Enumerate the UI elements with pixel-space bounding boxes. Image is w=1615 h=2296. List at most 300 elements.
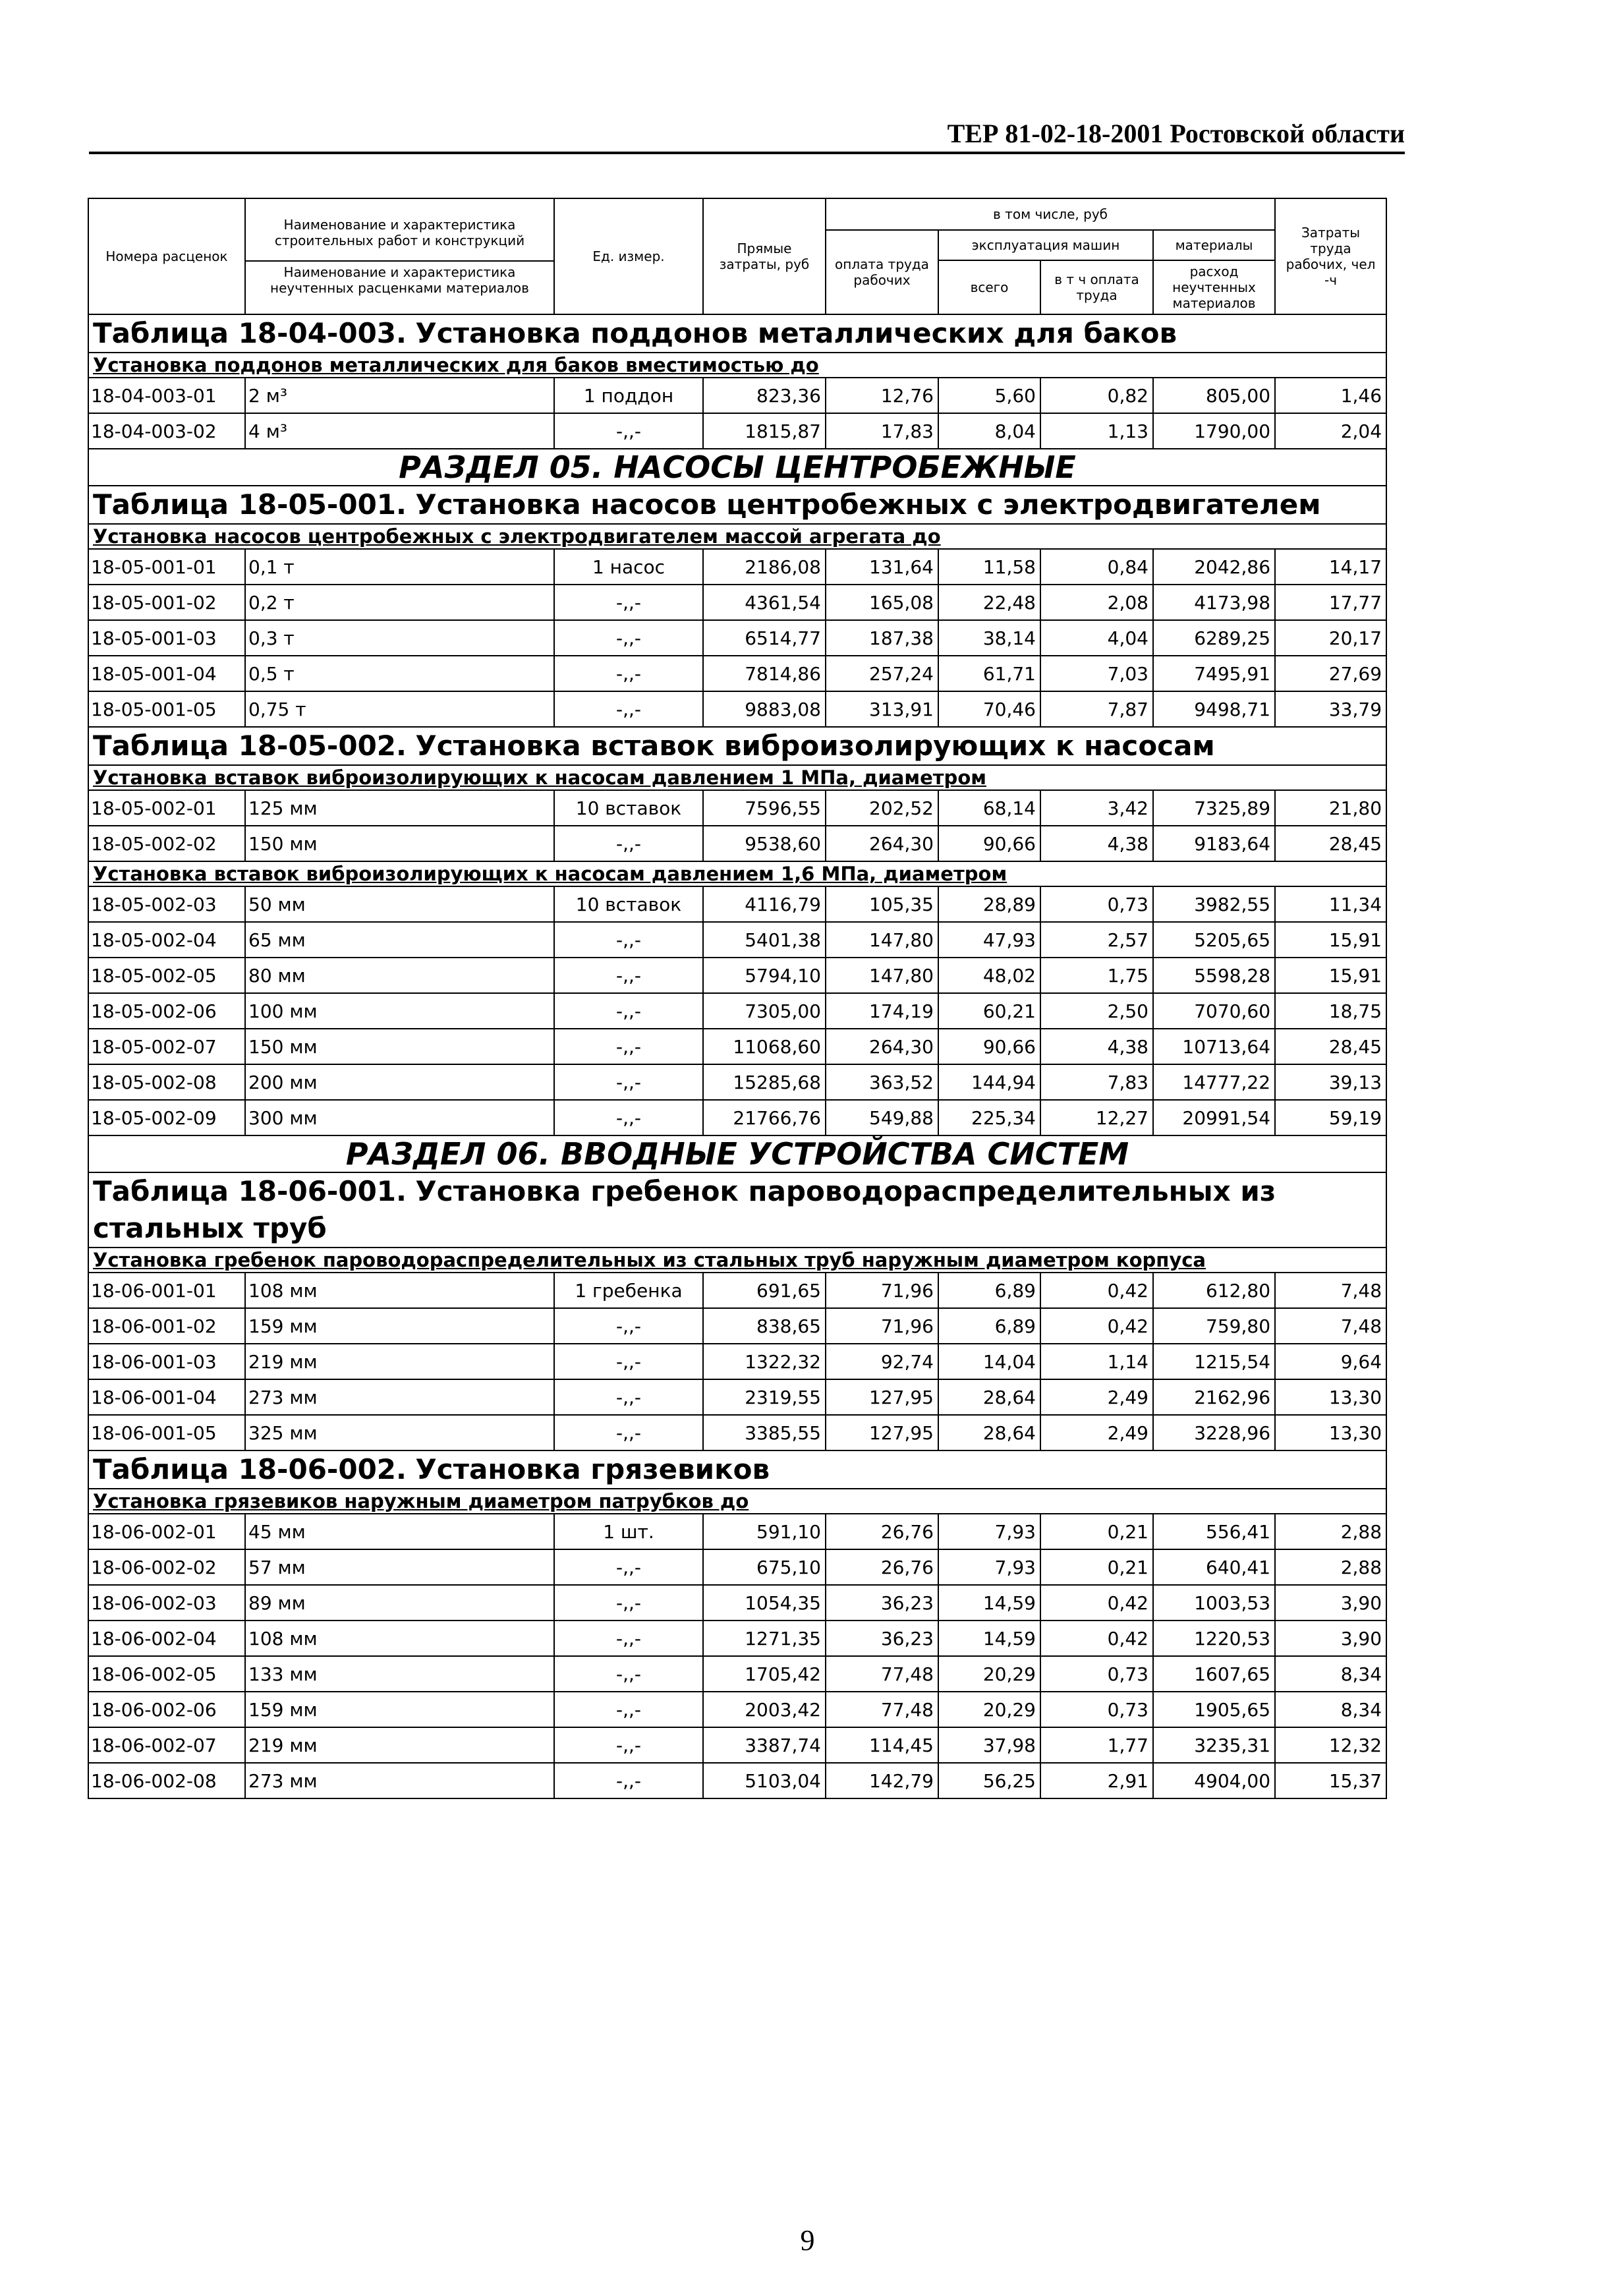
materials-cost: 3235,31 — [1153, 1727, 1275, 1763]
materials-cost: 5205,65 — [1153, 922, 1275, 958]
table-code: Таблица 18-05-002. — [93, 730, 407, 762]
unit-cell: 1 гребенка — [554, 1273, 703, 1308]
rate-code: 18-05-002-06 — [88, 993, 245, 1029]
direct-cost: 3387,74 — [703, 1727, 826, 1763]
direct-cost: 11068,60 — [703, 1029, 826, 1064]
table-name: Установка насосов центробежных с электродвигателем — [415, 488, 1321, 521]
col-header-unit: Ед. измер. — [554, 198, 703, 314]
machine-wages: 0,21 — [1040, 1549, 1153, 1585]
section-row — [88, 449, 1386, 486]
machine-wages: 7,03 — [1040, 656, 1153, 691]
table-title-row — [88, 1172, 1386, 1248]
direct-cost: 2003,42 — [703, 1692, 826, 1727]
wages-cost: 105,35 — [826, 886, 938, 922]
rate-code: 18-06-001-03 — [88, 1344, 245, 1379]
item-name: 108 мм — [245, 1273, 554, 1308]
rate-code: 18-06-001-05 — [88, 1415, 245, 1450]
direct-cost: 823,36 — [703, 378, 826, 413]
rate-code: 18-06-001-01 — [88, 1273, 245, 1308]
materials-cost: 556,41 — [1153, 1514, 1275, 1549]
machines-cost: 22,48 — [938, 585, 1040, 620]
materials-cost: 5598,28 — [1153, 958, 1275, 993]
direct-cost: 2186,08 — [703, 549, 826, 585]
table-name: Установка поддонов металлических для баков — [415, 317, 1177, 349]
labor-cost: 39,13 — [1275, 1064, 1386, 1100]
subtitle-row — [88, 353, 1386, 378]
document-title: ТЕР 81-02-18-2001 Ростовской области — [947, 119, 1405, 148]
direct-cost: 4361,54 — [703, 585, 826, 620]
col-header-labor: Затраты труда рабочих, чел -ч — [1275, 198, 1386, 314]
materials-cost: 2042,86 — [1153, 549, 1275, 585]
direct-cost: 5794,10 — [703, 958, 826, 993]
machine-wages: 1,14 — [1040, 1344, 1153, 1379]
materials-cost: 1790,00 — [1153, 413, 1275, 449]
wages-cost: 71,96 — [826, 1308, 938, 1344]
labor-cost: 15,91 — [1275, 922, 1386, 958]
labor-cost: 27,69 — [1275, 656, 1386, 691]
labor-cost: 14,17 — [1275, 549, 1386, 585]
machine-wages: 7,83 — [1040, 1064, 1153, 1100]
subtitle-row — [88, 861, 1386, 886]
item-name: 325 мм — [245, 1415, 554, 1450]
machine-wages: 4,38 — [1040, 1029, 1153, 1064]
item-name: 133 мм — [245, 1656, 554, 1692]
direct-cost: 5401,38 — [703, 922, 826, 958]
materials-cost: 4904,00 — [1153, 1763, 1275, 1798]
machines-cost: 90,66 — [938, 826, 1040, 861]
rate-code: 18-06-001-02 — [88, 1308, 245, 1344]
wages-cost: 165,08 — [826, 585, 938, 620]
labor-cost: 13,30 — [1275, 1379, 1386, 1415]
unit-cell: -,,- — [554, 585, 703, 620]
rate-code: 18-05-002-02 — [88, 826, 245, 861]
item-name: 4 м³ — [245, 413, 554, 449]
materials-cost: 1220,53 — [1153, 1621, 1275, 1656]
machine-wages: 0,42 — [1040, 1585, 1153, 1621]
unit-cell: -,,- — [554, 1727, 703, 1763]
section-row — [88, 1135, 1386, 1172]
page-header — [89, 116, 1405, 154]
unit-cell: 1 насос — [554, 549, 703, 585]
wages-cost: 127,95 — [826, 1379, 938, 1415]
table-row — [88, 549, 1386, 585]
materials-cost: 10713,64 — [1153, 1029, 1275, 1064]
machine-wages: 2,49 — [1040, 1379, 1153, 1415]
subtitle-row — [88, 1248, 1386, 1273]
machines-cost: 225,34 — [938, 1100, 1040, 1135]
machine-wages: 0,73 — [1040, 1692, 1153, 1727]
machine-wages: 0,73 — [1040, 886, 1153, 922]
machine-wages: 0,84 — [1040, 549, 1153, 585]
machines-cost: 37,98 — [938, 1727, 1040, 1763]
labor-cost: 13,30 — [1275, 1415, 1386, 1450]
unit-cell: -,,- — [554, 1415, 703, 1450]
table-title-row — [88, 1450, 1386, 1489]
table-row — [88, 1656, 1386, 1692]
materials-cost: 14777,22 — [1153, 1064, 1275, 1100]
subtitle — [88, 524, 1386, 549]
item-name: 45 мм — [245, 1514, 554, 1549]
direct-cost: 5103,04 — [703, 1763, 826, 1798]
table-row — [88, 1308, 1386, 1344]
col-header-total: всего — [938, 260, 1040, 314]
machine-wages: 0,42 — [1040, 1273, 1153, 1308]
wages-cost: 12,76 — [826, 378, 938, 413]
rate-code: 18-06-002-08 — [88, 1763, 245, 1798]
table-row — [88, 1379, 1386, 1415]
direct-cost: 1054,35 — [703, 1585, 826, 1621]
wages-cost: 264,30 — [826, 1029, 938, 1064]
unit-cell: -,,- — [554, 1585, 703, 1621]
direct-cost: 1705,42 — [703, 1656, 826, 1692]
table-row — [88, 1621, 1386, 1656]
labor-cost: 15,91 — [1275, 958, 1386, 993]
item-name: 273 мм — [245, 1379, 554, 1415]
unit-cell: 10 вставок — [554, 886, 703, 922]
direct-cost: 591,10 — [703, 1514, 826, 1549]
unit-cell: -,,- — [554, 1763, 703, 1798]
unit-cell: -,,- — [554, 993, 703, 1029]
rate-code: 18-05-001-04 — [88, 656, 245, 691]
wages-cost: 257,24 — [826, 656, 938, 691]
wages-cost: 202,52 — [826, 790, 938, 826]
col-header-direct: Прямые затраты, руб — [703, 198, 826, 314]
price-table — [88, 198, 1387, 1799]
unit-cell: -,,- — [554, 1621, 703, 1656]
table-name: Установка грязевиков — [415, 1453, 770, 1485]
machine-wages: 4,38 — [1040, 826, 1153, 861]
unit-cell: 1 поддон — [554, 378, 703, 413]
machines-cost: 61,71 — [938, 656, 1040, 691]
machines-cost: 8,04 — [938, 413, 1040, 449]
materials-cost: 1905,65 — [1153, 1692, 1275, 1727]
wages-cost: 77,48 — [826, 1656, 938, 1692]
machines-cost: 7,93 — [938, 1549, 1040, 1585]
item-name: 57 мм — [245, 1549, 554, 1585]
materials-cost: 7495,91 — [1153, 656, 1275, 691]
labor-cost: 59,19 — [1275, 1100, 1386, 1135]
machine-wages: 2,49 — [1040, 1415, 1153, 1450]
materials-cost: 6289,25 — [1153, 620, 1275, 656]
wages-cost: 114,45 — [826, 1727, 938, 1763]
item-name: 65 мм — [245, 922, 554, 958]
direct-cost: 1271,35 — [703, 1621, 826, 1656]
item-name: 50 мм — [245, 886, 554, 922]
direct-cost: 6514,77 — [703, 620, 826, 656]
wages-cost: 71,96 — [826, 1273, 938, 1308]
rate-code: 18-05-001-05 — [88, 691, 245, 727]
rate-code: 18-06-002-07 — [88, 1727, 245, 1763]
machine-wages: 2,50 — [1040, 993, 1153, 1029]
table-row — [88, 886, 1386, 922]
col-header-incl: в том числе, руб — [826, 198, 1275, 230]
item-name: 2 м³ — [245, 378, 554, 413]
rate-code: 18-05-001-02 — [88, 585, 245, 620]
labor-cost: 28,45 — [1275, 826, 1386, 861]
wages-cost: 147,80 — [826, 958, 938, 993]
materials-cost: 1003,53 — [1153, 1585, 1275, 1621]
labor-cost: 18,75 — [1275, 993, 1386, 1029]
item-name: 159 мм — [245, 1308, 554, 1344]
materials-cost: 1607,65 — [1153, 1656, 1275, 1692]
machines-cost: 6,89 — [938, 1273, 1040, 1308]
wages-cost: 127,95 — [826, 1415, 938, 1450]
subtitle-row — [88, 1489, 1386, 1514]
labor-cost: 15,37 — [1275, 1763, 1386, 1798]
table-row — [88, 958, 1386, 993]
table-row — [88, 620, 1386, 656]
col-header-mach-wages: в т ч оплата труда — [1040, 260, 1153, 314]
rate-code: 18-04-003-01 — [88, 378, 245, 413]
rate-code: 18-05-002-09 — [88, 1100, 245, 1135]
table-row — [88, 1549, 1386, 1585]
labor-cost: 2,88 — [1275, 1549, 1386, 1585]
labor-cost: 33,79 — [1275, 691, 1386, 727]
table-row — [88, 1029, 1386, 1064]
table-row — [88, 1585, 1386, 1621]
direct-cost: 2319,55 — [703, 1379, 826, 1415]
machines-cost: 47,93 — [938, 922, 1040, 958]
subtitle-text: Установка вставок виброизолирующих к насосам давлением 1 МПа, диаметром — [93, 766, 986, 789]
rate-code: 18-06-002-04 — [88, 1621, 245, 1656]
direct-cost: 838,65 — [703, 1308, 826, 1344]
wages-cost: 36,23 — [826, 1585, 938, 1621]
machine-wages: 0,42 — [1040, 1308, 1153, 1344]
machines-cost: 5,60 — [938, 378, 1040, 413]
direct-cost: 7814,86 — [703, 656, 826, 691]
materials-cost: 1215,54 — [1153, 1344, 1275, 1379]
item-name: 0,2 т — [245, 585, 554, 620]
table-row — [88, 922, 1386, 958]
labor-cost: 11,34 — [1275, 886, 1386, 922]
col-header-code: Номера расценок — [88, 198, 245, 314]
labor-cost: 3,90 — [1275, 1621, 1386, 1656]
labor-cost: 1,46 — [1275, 378, 1386, 413]
wages-cost: 92,74 — [826, 1344, 938, 1379]
labor-cost: 20,17 — [1275, 620, 1386, 656]
unit-cell: -,,- — [554, 958, 703, 993]
machine-wages: 1,75 — [1040, 958, 1153, 993]
unit-cell: -,,- — [554, 1308, 703, 1344]
item-name: 300 мм — [245, 1100, 554, 1135]
table-title — [88, 486, 1386, 524]
col-header-wages: оплата труда рабочих — [826, 230, 938, 314]
table-title-row — [88, 727, 1386, 765]
wages-cost: 313,91 — [826, 691, 938, 727]
direct-cost: 4116,79 — [703, 886, 826, 922]
rate-code: 18-06-002-03 — [88, 1585, 245, 1621]
machines-cost: 14,04 — [938, 1344, 1040, 1379]
table-code: Таблица 18-06-001. — [93, 1175, 407, 1207]
table-row — [88, 826, 1386, 861]
item-name: 150 мм — [245, 826, 554, 861]
machines-cost: 20,29 — [938, 1656, 1040, 1692]
table-row — [88, 790, 1386, 826]
table-row — [88, 1514, 1386, 1549]
rate-code: 18-06-001-04 — [88, 1379, 245, 1415]
rate-code: 18-05-002-04 — [88, 922, 245, 958]
rate-code: 18-06-002-01 — [88, 1514, 245, 1549]
direct-cost: 691,65 — [703, 1273, 826, 1308]
direct-cost: 3385,55 — [703, 1415, 826, 1450]
subtitle — [88, 353, 1386, 378]
subtitle-text: Установка насосов центробежных с электродвигателем массой агрегата до — [93, 525, 941, 548]
section-title: РАЗДЕЛ 06. ВВОДНЫЕ УСТРОЙСТВА СИСТЕМ — [88, 1135, 1386, 1172]
table-row — [88, 1064, 1386, 1100]
rate-code: 18-06-002-06 — [88, 1692, 245, 1727]
item-name: 150 мм — [245, 1029, 554, 1064]
unit-cell: -,,- — [554, 1064, 703, 1100]
table-title — [88, 314, 1386, 353]
table-code: Таблица 18-06-002. — [93, 1453, 407, 1485]
table-row — [88, 1692, 1386, 1727]
machines-cost: 56,25 — [938, 1763, 1040, 1798]
table-row — [88, 1727, 1386, 1763]
item-name: 219 мм — [245, 1344, 554, 1379]
labor-cost: 9,64 — [1275, 1344, 1386, 1379]
materials-cost: 759,80 — [1153, 1308, 1275, 1344]
machines-cost: 20,29 — [938, 1692, 1040, 1727]
machines-cost: 14,59 — [938, 1621, 1040, 1656]
materials-cost: 3982,55 — [1153, 886, 1275, 922]
col-header-name: Наименование и характеристика строительных работ и конструкций Наименование и характеристика неучтенных расценками материалов — [245, 198, 554, 314]
rate-code: 18-05-001-01 — [88, 549, 245, 585]
unit-cell: 1 шт. — [554, 1514, 703, 1549]
rate-code: 18-05-002-03 — [88, 886, 245, 922]
table-code: Таблица 18-05-001. — [93, 488, 407, 521]
table-row — [88, 656, 1386, 691]
item-name: 0,75 т — [245, 691, 554, 727]
direct-cost: 9538,60 — [703, 826, 826, 861]
subtitle-row — [88, 765, 1386, 790]
materials-cost: 4173,98 — [1153, 585, 1275, 620]
machine-wages: 12,27 — [1040, 1100, 1153, 1135]
materials-cost: 3228,96 — [1153, 1415, 1275, 1450]
machine-wages: 0,82 — [1040, 378, 1153, 413]
wages-cost: 26,76 — [826, 1514, 938, 1549]
col-header-mat-cons: расход неучтенных материалов — [1153, 260, 1275, 314]
unit-cell: -,,- — [554, 620, 703, 656]
wages-cost: 142,79 — [826, 1763, 938, 1798]
table-title — [88, 1450, 1386, 1489]
machines-cost: 90,66 — [938, 1029, 1040, 1064]
table-row — [88, 378, 1386, 413]
subtitle-text: Установка поддонов металлических для баков вместимостью до — [93, 354, 819, 376]
section-title: РАЗДЕЛ 05. НАСОСЫ ЦЕНТРОБЕЖНЫЕ — [88, 449, 1386, 486]
subtitle-row — [88, 524, 1386, 549]
unit-cell: -,,- — [554, 1656, 703, 1692]
table-name: Установка вставок виброизолирующих к насосам — [415, 730, 1215, 762]
col-header-materials: материалы — [1153, 230, 1275, 260]
unit-cell: -,,- — [554, 922, 703, 958]
item-name: 273 мм — [245, 1763, 554, 1798]
machines-cost: 7,93 — [938, 1514, 1040, 1549]
wages-cost: 36,23 — [826, 1621, 938, 1656]
item-name: 89 мм — [245, 1585, 554, 1621]
materials-cost: 20991,54 — [1153, 1100, 1275, 1135]
table-row — [88, 1415, 1386, 1450]
labor-cost: 2,88 — [1275, 1514, 1386, 1549]
direct-cost: 9883,08 — [703, 691, 826, 727]
materials-cost: 640,41 — [1153, 1549, 1275, 1585]
machine-wages: 1,13 — [1040, 413, 1153, 449]
direct-cost: 15285,68 — [703, 1064, 826, 1100]
item-name: 125 мм — [245, 790, 554, 826]
unit-cell: -,,- — [554, 1029, 703, 1064]
machines-cost: 28,64 — [938, 1415, 1040, 1450]
labor-cost: 7,48 — [1275, 1273, 1386, 1308]
rate-code: 18-06-002-02 — [88, 1549, 245, 1585]
item-name: 100 мм — [245, 993, 554, 1029]
machines-cost: 28,64 — [938, 1379, 1040, 1415]
unit-cell: -,,- — [554, 1344, 703, 1379]
labor-cost: 21,80 — [1275, 790, 1386, 826]
unit-cell: -,,- — [554, 656, 703, 691]
table-title-row — [88, 486, 1386, 524]
machines-cost: 60,21 — [938, 993, 1040, 1029]
table-title-row — [88, 314, 1386, 353]
subtitle-text: Установка грязевиков наружным диаметром патрубков до — [93, 1490, 749, 1512]
table-row — [88, 1763, 1386, 1798]
materials-cost: 7325,89 — [1153, 790, 1275, 826]
table-row — [88, 1344, 1386, 1379]
col-header-machines: эксплуатация машин — [938, 230, 1153, 260]
machine-wages: 7,87 — [1040, 691, 1153, 727]
wages-cost: 147,80 — [826, 922, 938, 958]
machine-wages: 0,42 — [1040, 1621, 1153, 1656]
table-row — [88, 1100, 1386, 1135]
rate-code: 18-05-002-05 — [88, 958, 245, 993]
unit-cell: 10 вставок — [554, 790, 703, 826]
subtitle — [88, 1248, 1386, 1273]
machines-cost: 68,14 — [938, 790, 1040, 826]
page-number: 9 — [800, 2224, 815, 2256]
rate-code: 18-04-003-02 — [88, 413, 245, 449]
machines-cost: 14,59 — [938, 1585, 1040, 1621]
table-title — [88, 1172, 1386, 1248]
table-row — [88, 413, 1386, 449]
machines-cost: 48,02 — [938, 958, 1040, 993]
subtitle-text: Установка вставок виброизолирующих к насосам давлением 1,6 МПа, диаметром — [93, 863, 1007, 885]
wages-cost: 187,38 — [826, 620, 938, 656]
item-name: 108 мм — [245, 1621, 554, 1656]
labor-cost: 8,34 — [1275, 1692, 1386, 1727]
machine-wages: 2,91 — [1040, 1763, 1153, 1798]
direct-cost: 1322,32 — [703, 1344, 826, 1379]
machines-cost: 144,94 — [938, 1064, 1040, 1100]
table-row — [88, 691, 1386, 727]
unit-cell: -,,- — [554, 1100, 703, 1135]
table-name: Установка гребенок пароводораспределительных из стальных труб — [93, 1175, 1276, 1244]
subtitle — [88, 1489, 1386, 1514]
wages-cost: 363,52 — [826, 1064, 938, 1100]
wages-cost: 17,83 — [826, 413, 938, 449]
subtitle — [88, 765, 1386, 790]
labor-cost: 12,32 — [1275, 1727, 1386, 1763]
unit-cell: -,,- — [554, 826, 703, 861]
wages-cost: 264,30 — [826, 826, 938, 861]
item-name: 159 мм — [245, 1692, 554, 1727]
unit-cell: -,,- — [554, 413, 703, 449]
wages-cost: 549,88 — [826, 1100, 938, 1135]
rate-code: 18-06-002-05 — [88, 1656, 245, 1692]
direct-cost: 1815,87 — [703, 413, 826, 449]
machines-cost: 38,14 — [938, 620, 1040, 656]
wages-cost: 131,64 — [826, 549, 938, 585]
machine-wages: 4,04 — [1040, 620, 1153, 656]
wages-cost: 77,48 — [826, 1692, 938, 1727]
labor-cost: 7,48 — [1275, 1308, 1386, 1344]
